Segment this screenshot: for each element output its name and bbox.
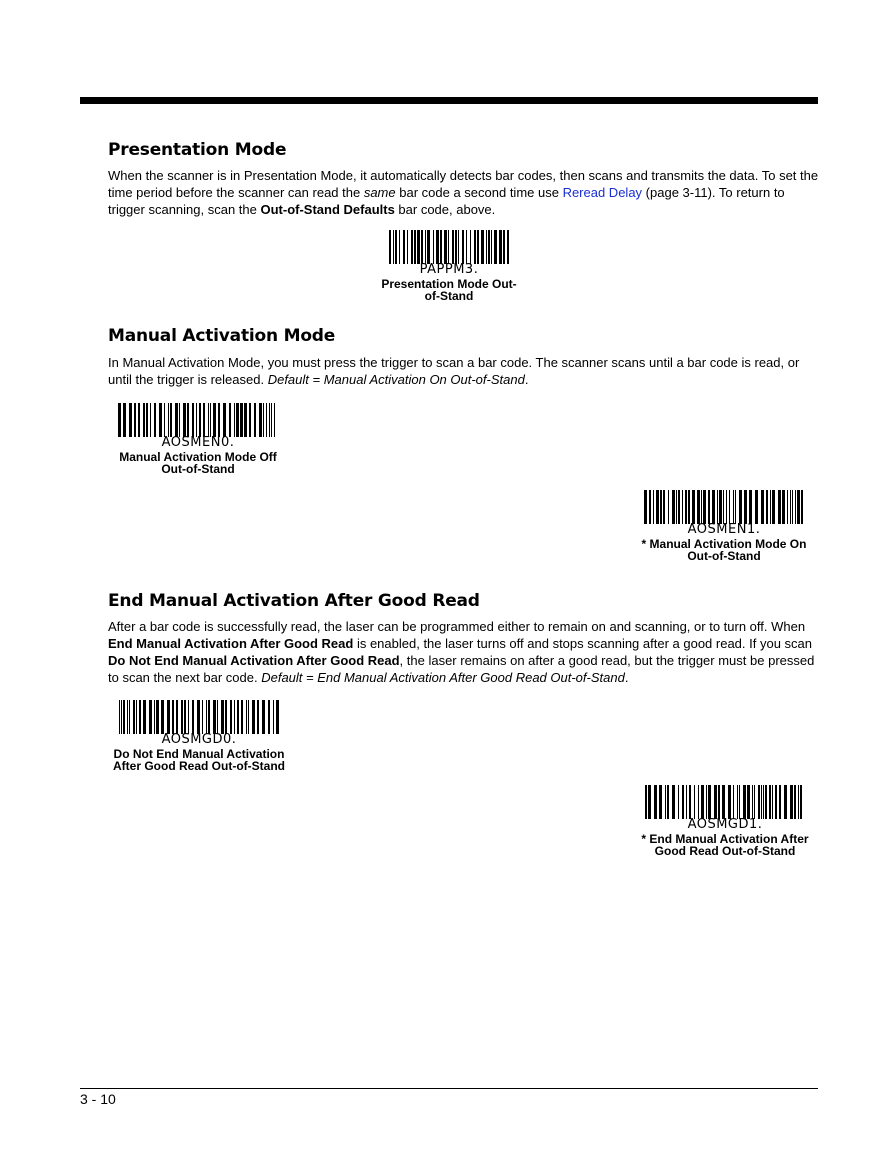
footer-rule — [80, 1088, 818, 1089]
barcode-label: Presentation Mode Out- of-Stand — [381, 277, 517, 303]
barcode-presentation-mode[interactable] — [369, 230, 529, 302]
header-rule — [80, 97, 818, 104]
barcode-manual-activation-on[interactable] — [634, 490, 814, 562]
barcode-code: AOSMEN0. — [161, 435, 235, 450]
barcode-do-not-end-manual-activation[interactable] — [108, 700, 290, 772]
page-number: 3 - 10 — [80, 1091, 116, 1107]
presentation-mode-paragraph: When the scanner is in Presentation Mode, it automatically detects bar codes, then scans and transmits the data. To set the time period before the scanner can read the same bar code a second time use Reread Delay (page 3-11). To return to trigger scanning, scan the Out-of-Stand Defaults bar code, above. — [108, 168, 819, 217]
barcode-label: Manual Activation Mode Off Out-of-Stand — [119, 450, 277, 476]
barcode-bars — [645, 785, 805, 819]
section-title-manual-activation-mode: Manual Activation Mode — [108, 326, 336, 346]
barcode-code: AOSMGD0. — [161, 732, 237, 747]
barcode-bars — [644, 490, 804, 524]
barcode-end-manual-activation[interactable] — [634, 785, 816, 857]
barcode-label: Do Not End Manual Activation After Good Read Out-of-Stand — [113, 747, 285, 773]
barcode-code: AOSMEN1. — [687, 522, 761, 537]
barcode-code: AOSMGD1. — [687, 817, 763, 832]
barcode-bars — [118, 403, 278, 437]
end-manual-activation-paragraph: After a bar code is successfully read, the laser can be programmed either to remain on and scanning, or to turn off. When End Manual Activation After Good Read is enabled, the laser turns off and stops scanning after a good read. If you scan Do Not End Manual Activation After Good Read, the laser remains on after a good read, but the trigger must be pressed to scan the next bar code. Default = End Manual Activation After Good Read Out-of-Stand. — [108, 619, 815, 685]
barcode-bars — [389, 230, 509, 264]
section-title-end-manual-activation: End Manual Activation After Good Read — [108, 591, 480, 611]
default-note: Default = End Manual Activation After Good Read Out-of-Stand — [261, 670, 625, 685]
manual-activation-paragraph: In Manual Activation Mode, you must press the trigger to scan a bar code. The scanner scans until a bar code is read, or until the trigger is released. Default = Manual Activation On Out-of-Stand. — [108, 355, 800, 387]
section-title-presentation-mode: Presentation Mode — [108, 140, 287, 160]
barcode-label: * End Manual Activation After Good Read Out-of-Stand — [641, 832, 809, 858]
barcode-manual-activation-off[interactable] — [108, 403, 288, 475]
barcode-label: * Manual Activation Mode On Out-of-Stand — [641, 537, 807, 563]
default-note: Default = Manual Activation On Out-of-Stand — [267, 372, 525, 387]
reread-delay-link[interactable]: Reread Delay — [562, 185, 643, 200]
barcode-bars — [119, 700, 279, 734]
barcode-code: PAPPM3. — [419, 262, 479, 277]
